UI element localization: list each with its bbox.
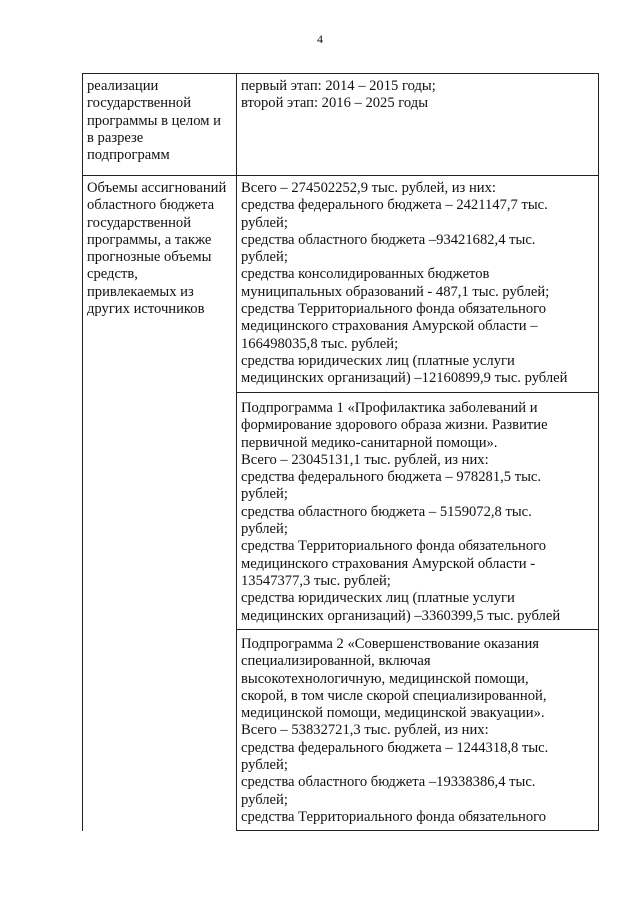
value-line: средства юридических лиц (платные услуги xyxy=(241,590,515,607)
value-line: высокотехнологичную, медицинской помощи, xyxy=(241,670,529,687)
value-line: формирование здорового образа жизни. Развитие xyxy=(241,417,548,434)
row-label-cell xyxy=(83,176,237,393)
value-line: средства федерального бюджета – 2421147,7 тыс. xyxy=(241,197,548,214)
value-line: средства федерального бюджета – 978281,5 тыс. xyxy=(241,469,542,486)
value-line: специализированной, включая xyxy=(241,653,431,670)
label-line: других источников xyxy=(87,301,205,318)
label-line: программы, а также xyxy=(87,231,212,248)
value-line: первый этап: 2014 – 2015 годы; xyxy=(241,78,436,94)
value-line: средства Территориального фонда обязательного xyxy=(241,808,547,825)
value-line: скорой, в том числе скорой специализированной, xyxy=(241,687,547,704)
value-line: Всего – 274502252,9 тыс. рублей, из них: xyxy=(241,180,496,196)
row-label-cell xyxy=(83,74,237,176)
row-label-cell xyxy=(83,393,237,630)
label-line: реализации xyxy=(87,78,159,94)
value-line: муниципальных образований - 487,1 тыс. рублей; xyxy=(241,283,550,300)
label-line: программы в целом и xyxy=(87,112,221,129)
value-line: Всего – 53832721,3 тыс. рублей, из них: xyxy=(241,722,489,739)
value-line: медицинских организаций) –3360399,5 тыс. рублей xyxy=(241,607,561,624)
table-row xyxy=(83,74,599,176)
label-line: подпрограмм xyxy=(87,147,170,164)
value-line: средства консолидированных бюджетов xyxy=(241,266,490,283)
label-line: привлекаемых из xyxy=(87,283,194,300)
label-line: государственной xyxy=(87,95,192,112)
value-line: рублей; xyxy=(241,486,288,503)
label-line: Объемы ассигнований xyxy=(87,180,227,196)
table-row xyxy=(83,393,599,630)
label-line: областного бюджета xyxy=(87,197,215,214)
value-line: рублей; xyxy=(241,757,288,774)
value-line: средства юридических лиц (платные услуги xyxy=(241,352,515,369)
row-value-cell xyxy=(237,74,599,176)
value-line: Подпрограмма 2 «Совершенствование оказания xyxy=(241,636,539,652)
row-value-cell xyxy=(237,176,599,393)
program-passport-table xyxy=(82,73,599,831)
table-row xyxy=(83,176,599,393)
value-line: рублей; xyxy=(241,521,288,538)
value-line: 166498035,8 тыс. рублей; xyxy=(241,335,399,352)
value-line: второй этап: 2016 – 2025 годы xyxy=(241,95,429,112)
value-line: медицинского страхования Амурской области – xyxy=(241,318,538,335)
value-line: рублей; xyxy=(241,214,288,231)
value-line: 13547377,3 тыс. рублей; xyxy=(241,572,391,589)
label-line: государственной xyxy=(87,214,192,231)
value-line: средства федерального бюджета – 1244318,8 тыс. xyxy=(241,739,549,756)
value-line: медицинского страхования Амурской области - xyxy=(241,555,536,572)
value-line: медицинской помощи, медицинской эвакуации». xyxy=(241,705,545,722)
value-line: средства Территориального фонда обязательного xyxy=(241,301,547,318)
value-line: Всего – 23045131,1 тыс. рублей, из них: xyxy=(241,451,489,468)
row-value-cell xyxy=(237,393,599,630)
table-row xyxy=(83,630,599,831)
label-line: средств, xyxy=(87,266,138,283)
value-line: средства областного бюджета –19338386,4 тыс. xyxy=(241,774,536,791)
value-line: рублей; xyxy=(241,791,288,808)
page-number: 4 xyxy=(317,32,323,46)
value-line: медицинских организаций) –12160899,9 тыс. рублей xyxy=(241,370,568,387)
value-line: средства областного бюджета –93421682,4 тыс. xyxy=(241,231,536,248)
value-line: первичной медико-санитарной помощи». xyxy=(241,434,498,451)
value-line: Подпрограмма 1 «Профилактика заболеваний и xyxy=(241,400,538,416)
value-line: средства Территориального фонда обязательного xyxy=(241,538,547,555)
value-line: средства областного бюджета – 5159072,8 тыс. xyxy=(241,503,532,520)
value-line: рублей; xyxy=(241,249,288,266)
row-label-cell xyxy=(83,630,237,831)
label-line: прогнозные объемы xyxy=(87,249,212,266)
row-value-cell xyxy=(237,630,599,831)
label-line: в разрезе xyxy=(87,129,144,146)
